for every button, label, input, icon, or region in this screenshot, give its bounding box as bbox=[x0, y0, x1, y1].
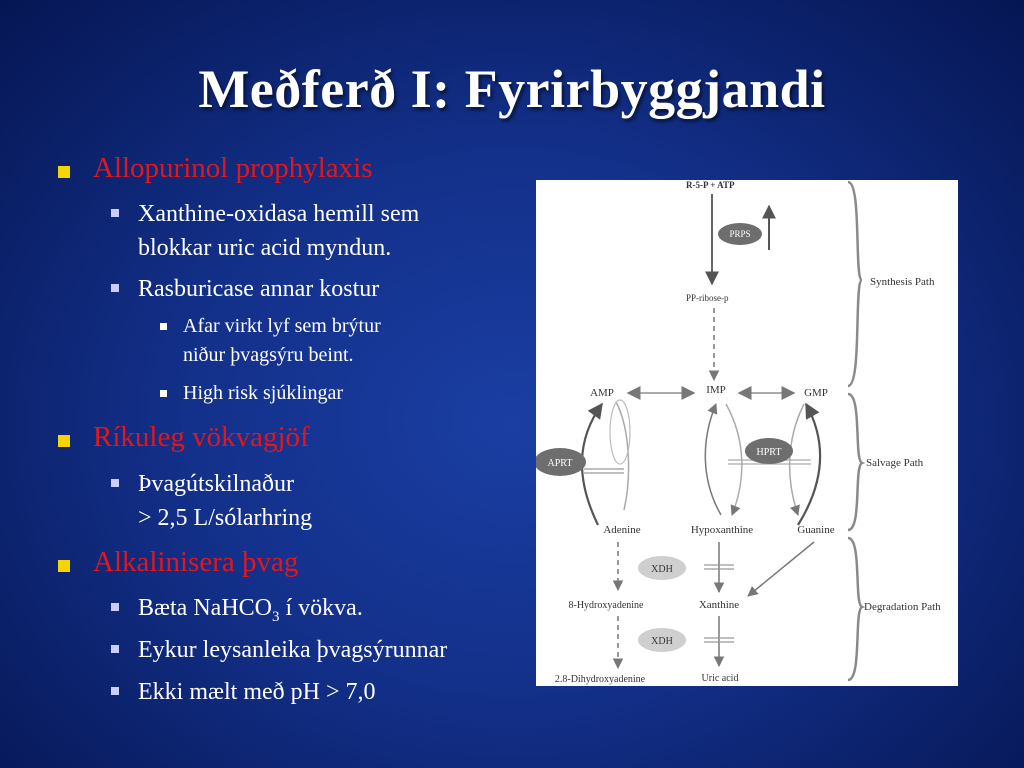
pp-ribose-label: PP-ribose-p bbox=[686, 293, 729, 303]
bullet-marker bbox=[58, 560, 70, 572]
salvage-path-label: Salvage Path bbox=[866, 457, 924, 469]
guanine-to-xanthine-arrow bbox=[748, 542, 814, 596]
bullet-marker bbox=[160, 390, 167, 397]
bullet-marker bbox=[111, 479, 119, 487]
synthesis-brace bbox=[848, 182, 862, 386]
bullet-marker bbox=[58, 166, 70, 178]
bullet-xanthine-oxidase-line1: Xanthine-oxidasa hemill sem bbox=[138, 201, 420, 227]
bullet-marker bbox=[111, 603, 119, 611]
bullet-high-risk: High risk sjúklingar bbox=[183, 382, 343, 404]
degradation-brace bbox=[848, 538, 862, 680]
bullet-afar-virkt-line2: niður þvagsýru beint. bbox=[183, 344, 354, 366]
salvage-brace bbox=[848, 394, 862, 530]
hypoxanthine-to-imp-arrow bbox=[705, 404, 721, 515]
nahco3-suffix: í vökva. bbox=[279, 595, 363, 621]
amp-label: AMP bbox=[590, 387, 614, 399]
bullet-marker bbox=[58, 435, 70, 447]
bullet-alkalinisera: Alkalinisera þvag bbox=[93, 546, 299, 578]
adenine-label: Adenine bbox=[603, 524, 641, 536]
bullet-rasburicase: Rasburicase annar kostur bbox=[138, 276, 380, 302]
slide-title: Meðferð I: Fyrirbyggjandi bbox=[198, 59, 826, 119]
nahco3-text: Bæta NaHCO bbox=[138, 595, 272, 621]
bullet-leysanleika: Eykur leysanleika þvagsýrunnar bbox=[138, 637, 448, 663]
nahco3-subscript: 3 bbox=[272, 608, 280, 625]
bullet-vokvagjof: Ríkuleg vökvagjöf bbox=[93, 421, 310, 453]
purine-pathway-svg bbox=[536, 180, 958, 686]
hydroxyadenine-label: 8-Hydroxyadenine bbox=[568, 600, 644, 611]
hypoxanthine-label: Hypoxanthine bbox=[690, 524, 754, 536]
xdh-label-2: XDH bbox=[651, 636, 673, 647]
uric-acid-label: Uric acid bbox=[701, 673, 739, 684]
hprt-label: HPRT bbox=[756, 447, 782, 458]
bullet-thvagutskilnadur-line1: Þvagútskilnaður bbox=[138, 471, 294, 497]
gmp-label: GMP bbox=[804, 387, 828, 399]
bullet-marker bbox=[160, 323, 167, 330]
imp-label: IMP bbox=[706, 384, 726, 396]
synthesis-path-label: Synthesis Path bbox=[870, 276, 935, 288]
bullet-allopurinol: Allopurinol prophylaxis bbox=[93, 152, 373, 184]
bullet-ph: Ekki mælt með pH > 7,0 bbox=[138, 679, 376, 705]
bullet-nahco3 bbox=[138, 591, 363, 634]
prps-label: PRPS bbox=[729, 229, 751, 239]
bullet-thvagutskilnadur-line2: > 2,5 L/sólarhring bbox=[138, 505, 313, 531]
bullet-marker bbox=[111, 687, 119, 695]
guanine-label: Guanine bbox=[797, 524, 835, 536]
purine-metabolism-diagram bbox=[536, 180, 958, 686]
bullet-marker bbox=[111, 645, 119, 653]
bullet-afar-virkt-line1: Afar virkt lyf sem brýtur bbox=[183, 315, 381, 337]
dihydroxyadenine-label: 2.8-Dihydroxyadenine bbox=[554, 674, 646, 685]
aprt-label: APRT bbox=[547, 458, 573, 469]
bullet-xanthine-oxidase-line2: blokkar uric acid myndun. bbox=[138, 235, 392, 261]
r5p-atp-label: R-5-P + ATP bbox=[686, 180, 735, 190]
xdh-label-1: XDH bbox=[651, 564, 673, 575]
degradation-path-label: Degradation Path bbox=[864, 601, 941, 613]
bullet-marker bbox=[111, 284, 119, 292]
bullet-marker bbox=[111, 209, 119, 217]
xanthine-label: Xanthine bbox=[698, 599, 740, 611]
